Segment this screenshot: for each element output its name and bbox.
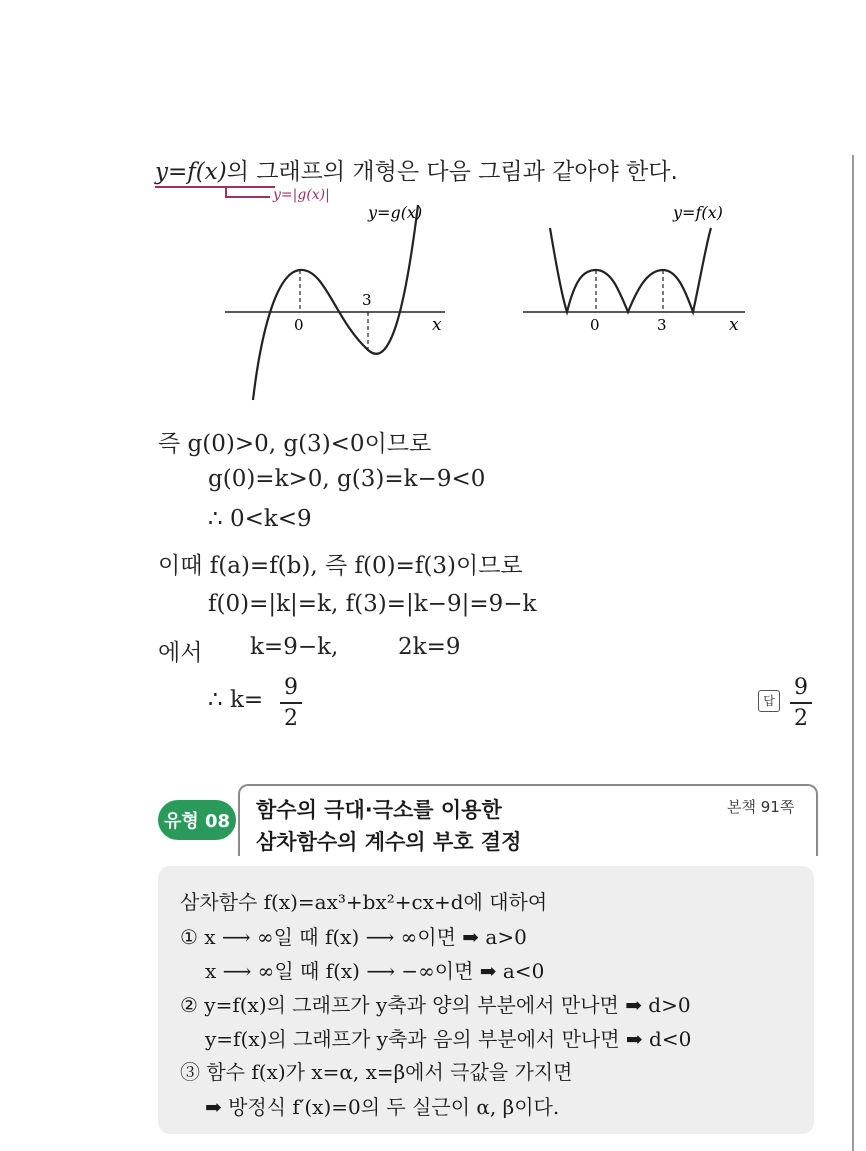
- equation-underline: [155, 186, 275, 188]
- answer-icon: 답: [758, 690, 780, 712]
- graph-g-label: y=g(x): [368, 203, 423, 222]
- graph-g-tick-0: 0: [294, 316, 304, 334]
- summary-line-7: ➡ 방정식 f′(x)=0의 두 실근이 α, β이다.: [205, 1095, 560, 1119]
- graph-f-curve: [550, 228, 711, 312]
- solution-line-4: 이때 f(a)=f(b), 즉 f(0)=f(3)이므로: [158, 553, 523, 579]
- graph-f: [515, 200, 755, 340]
- summary-line-4: ② y=f(x)의 그래프가 y축과 양의 부분에서 만나면 ➡ d>0: [180, 993, 691, 1017]
- type-badge: 유형 08: [158, 800, 236, 840]
- solution-line-3: ∴ 0<k<9: [208, 506, 312, 532]
- summary-line-6: ③ 함수 f(x)가 x=α, x=β에서 극값을 가지면: [180, 1060, 573, 1084]
- type-title-line-1: 함수의 극대·극소를 이용한: [256, 798, 502, 822]
- book-reference: 본책 91쪽: [727, 798, 795, 816]
- answer-fraction: [790, 675, 812, 731]
- solution-line-6a: 에서: [158, 640, 203, 666]
- type-title-line-2: 삼차함수의 계수의 부호 결정: [256, 830, 522, 854]
- solution-line-6b: k=9−k,: [250, 634, 339, 660]
- graph-f-x-label: x: [729, 315, 739, 335]
- intro-sentence: [155, 153, 678, 186]
- graph-f-tick-3: 3: [657, 316, 667, 334]
- graph-f-label: y=f(x): [673, 203, 723, 222]
- answer-denominator: 2: [794, 705, 808, 731]
- graph-f-tick-0: 0: [590, 316, 600, 334]
- summary-line-5: y=f(x)의 그래프가 y축과 음의 부분에서 만나면 ➡ d<0: [205, 1027, 692, 1051]
- solution-line-2: g(0)=k>0, g(3)=k−9<0: [208, 466, 486, 492]
- solution-line-1: 즉 g(0)>0, g(3)<0이므로: [158, 431, 432, 457]
- fraction-denominator: 2: [284, 705, 298, 731]
- graph-g-tick-3: 3: [362, 291, 372, 309]
- summary-line-2: ① x ⟶ ∞일 때 f(x) ⟶ ∞이면 ➡ a>0: [180, 925, 527, 949]
- annotation-abs-g: y=|g(x)|: [273, 187, 330, 203]
- summary-line-3: x ⟶ ∞일 때 f(x) ⟶ −∞이면 ➡ a<0: [205, 959, 545, 983]
- page-edge-rule: [852, 155, 854, 1151]
- solution-line-5: f(0)=|k|=k, f(3)=|k−9|=9−k: [208, 591, 537, 617]
- solution-line-7: ∴ k=: [208, 687, 264, 713]
- graph-g: [220, 200, 460, 405]
- fraction-numerator: 9: [284, 675, 298, 700]
- answer-numerator: 9: [794, 675, 808, 700]
- graph-g-curve: [253, 205, 418, 400]
- summary-line-1: 삼차함수 f(x)=ax³+bx²+cx+d에 대하여: [180, 890, 548, 914]
- annotation-pointer-horizontal: [225, 196, 270, 198]
- solution-line-6c: 2k=9: [398, 634, 461, 660]
- intro-text: 의 그래프의 개형은 다음 그림과 같아야 한다.: [226, 159, 678, 185]
- intro-equation: y=f(x): [155, 159, 227, 185]
- graph-g-x-label: x: [432, 315, 442, 335]
- solution-fraction: [280, 675, 302, 731]
